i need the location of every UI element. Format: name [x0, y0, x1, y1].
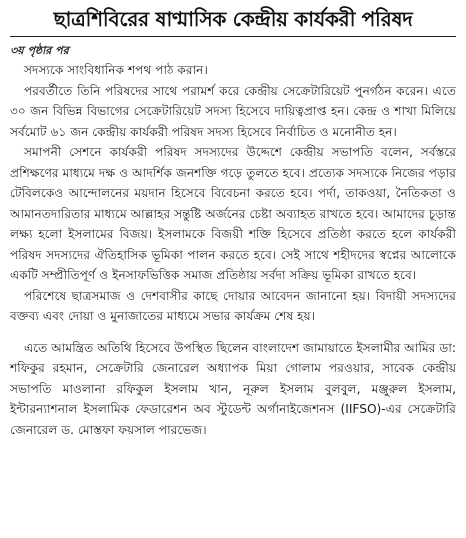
continued-from-note: ৩য় পৃষ্ঠার পর: [10, 44, 69, 57]
article-headline: ছাত্রশিবিরের ষাণ্মাসিক কেন্দ্রীয় কার্যকরী পরিষদ: [10, 6, 456, 37]
article-body: [10, 60, 456, 440]
article-paragraph: পরবর্তীতে তিনি পরিষদের সাথে পরামর্শ করে কেন্দ্রীয় সেক্রেটারিয়েট পুনর্গঠন করেন। এতে ৩০ জন বিভিন্ন বিভাগের সেক্রেটারিয়েট সদস্য হিসেবে দায়িত্বপ্রাপ্ত হন। কেন্দ্র ও শাখা মিলিয়ে সর্বমোট ৬১ জন কেন্দ্রীয় কার্যকরী পরিষদ সদস্য হিসেবে নির্বাচিত ও মনোনীত হন।: [10, 83, 456, 139]
article-paragraph: সদস্যকে সাংবিধানিক শপথ পাঠ করান।: [24, 63, 208, 77]
article-paragraph: পরিশেষে ছাত্রসমাজ ও দেশবাসীর কাছে দোয়ার আবেদন জানানো হয়। বিদায়ী সদস্যদের বক্তব্য এবং দোয়া ও মুনাজাতের মাধ্যমে সভার কার্যক্রম শেষ হয়।: [10, 288, 456, 323]
article-paragraph: সমাপনী সেশনে কার্যকরী পরিষদ সদস্যদের উদ্দেশে কেন্দ্রীয় সভাপতি বলেন, সর্বস্তরে প্রশিক্ষণের মাধ্যমে দক্ষ ও আদর্শিক জনশক্তি গড়ে তুলতে হবে। প্রত্যেক সদস্যকে নিজের পড়ার টেবিলকেও আন্দোলনের ময়দান হিসেবে বিবেচনা করতে হবে। পর্দা, তাকওয়া, নৈতিকতা ও আমানতদারিতার মাধ্যমে আল্লাহর সন্তুষ্টি অর্জনের চেষ্টা অব্যাহত রাখতে হবে। আমাদের চূড়ান্ত লক্ষ্য হলো ইসলামের বিজয়। ইসলামকে বিজয়ী শক্তি হিসেবে প্রতিষ্ঠা করতে হলে কার্যকরী পরিষদ সদস্যদের ঐতিহাসিক ভূমিকা পালন করতে হবে। সেই সাথে শহীদদের স্বপ্নের আলোকে একটি সম্প্রীতিপূর্ণ ও ইনসাফভিত্তিক সমাজ প্রতিষ্ঠায় সর্বদা সক্রিয় ভূমিকা রাখতে হবে।: [10, 145, 456, 282]
article-paragraph: এতে আমন্ত্রিত অতিথি হিসেবে উপস্থিত ছিলেন বাংলাদেশ জামায়াতে ইসলামীর আমির ডা: শফিকুর রহমান, সেক্রেটারি জেনারেল অধ্যাপক মিয়া গোলাম পরওয়ার, সাবেক কেন্দ্রীয় সভাপতি মাওলানা রফিকুল ইসলাম খান, নূরুল ইসলাম বুলবুল, মঞ্জুরুল ইসলাম, ইন্টারন্যাশনাল ইসলামিক ফেডারেশন অব স্টুডেন্ট অর্গানাইজেশনস (IIFSO)-এর সেক্রেটারি জেনারেল ড. মোস্তফা ফয়সাল পারভেজ।: [10, 340, 456, 437]
